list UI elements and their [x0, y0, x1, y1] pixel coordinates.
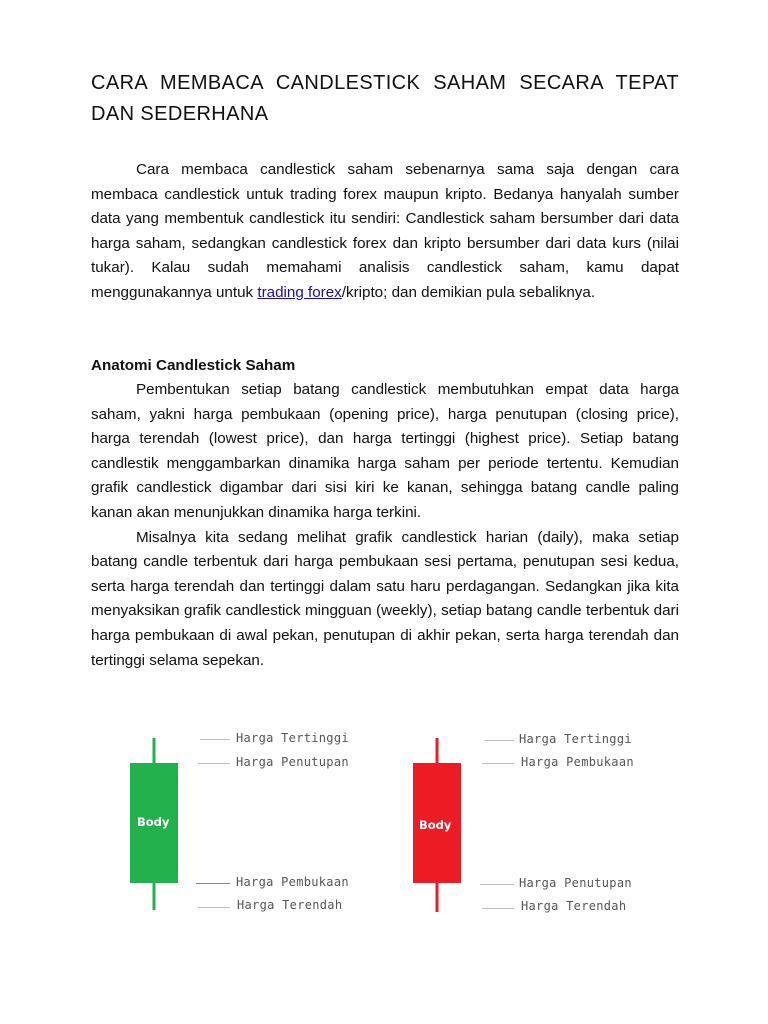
- trading-forex-link[interactable]: trading forex: [257, 283, 342, 301]
- bullish-open-label: Harga Pembukaan: [236, 875, 349, 889]
- bullish-body-label: Body: [137, 815, 170, 829]
- bullish-high-leader: [200, 739, 230, 740]
- bearish-low-label: Harga Terendah: [521, 899, 627, 913]
- section-heading: Anatomi Candlestick Saham: [91, 357, 296, 374]
- bullish-low-leader: [198, 907, 230, 908]
- bullish-open-leader: [196, 883, 230, 884]
- document-title: CARA MEMBACA CANDLESTICK SAHAM SECARA TEPAT DAN SEDERHANA: [91, 72, 679, 125]
- bearish-close-label: Harga Penutupan: [519, 876, 632, 890]
- intro-paragraph: [91, 158, 679, 306]
- bearish-body-label: Body: [419, 818, 452, 832]
- anatomy-paragraph-1: Pembentukan setiap batang candlestick membutuhkan empat data harga saham, yakni harga pembukaan (opening price), harga penutupan (closing price), harga terendah (lowest price), dan harga tertinggi (highest price). Setiap batang candlestik menggambarkan dinamika harga saham per periode tertentu. Kemudian grafik candlestick digambar dari sisi kiri ke kanan, sehingga batang candle paling kanan akan menunjukkan dinamika harga terkini.: [91, 381, 679, 521]
- bearish-open-label: Harga Pembukaan: [521, 755, 634, 769]
- bullish-high-label: Harga Tertinggi: [236, 731, 349, 745]
- anatomy-paragraphs: [91, 378, 679, 673]
- bearish-high-leader: [484, 740, 514, 741]
- bullish-close-leader: [198, 763, 230, 764]
- intro-paragraph-block: [91, 158, 679, 306]
- anatomy-paragraph-2: Misalnya kita sedang melihat grafik candlestick harian (daily), maka setiap batang candle terbentuk dari harga pembukaan sesi pertama, penutupan sesi kedua, serta harga terendah dan tertinggi dalam satu haru perdagangan. Sedangkan jika kita menyaksikan grafik candlestick mingguan (weekly), setiap batang candle terbentuk dari harga pembukaan di awal pekan, penutupan di akhir pekan, serta harga terendah dan tertinggi selama sepekan.: [91, 528, 679, 669]
- candlestick-anatomy-figure: [0, 720, 768, 920]
- bullish-close-label: Harga Penutupan: [236, 755, 349, 769]
- bullish-low-label: Harga Terendah: [237, 898, 343, 912]
- intro-text-after-link: /kripto; dan demikian pula sebaliknya.: [341, 283, 596, 301]
- bearish-low-leader: [482, 908, 514, 909]
- bearish-open-leader: [482, 763, 514, 764]
- candlestick-drawing: [0, 720, 768, 920]
- intro-text-before-link: Cara membaca candlestick saham sebenarnya sama saja dengan cara membaca candlestick untuk trading forex maupun kripto. Bedanya hanyalah sumber data yang membentuk candlestick itu sendiri: Candlestick saham bersumber dari data harga saham, sedangkan candlestick forex dan kripto bersumber dari data kurs (nilai tukar). Kalau sudah memahami analisis candlestick saham, kamu dapat menggunakannya untuk: [91, 161, 679, 301]
- bearish-high-label: Harga Tertinggi: [519, 732, 632, 746]
- bearish-close-leader: [480, 884, 514, 885]
